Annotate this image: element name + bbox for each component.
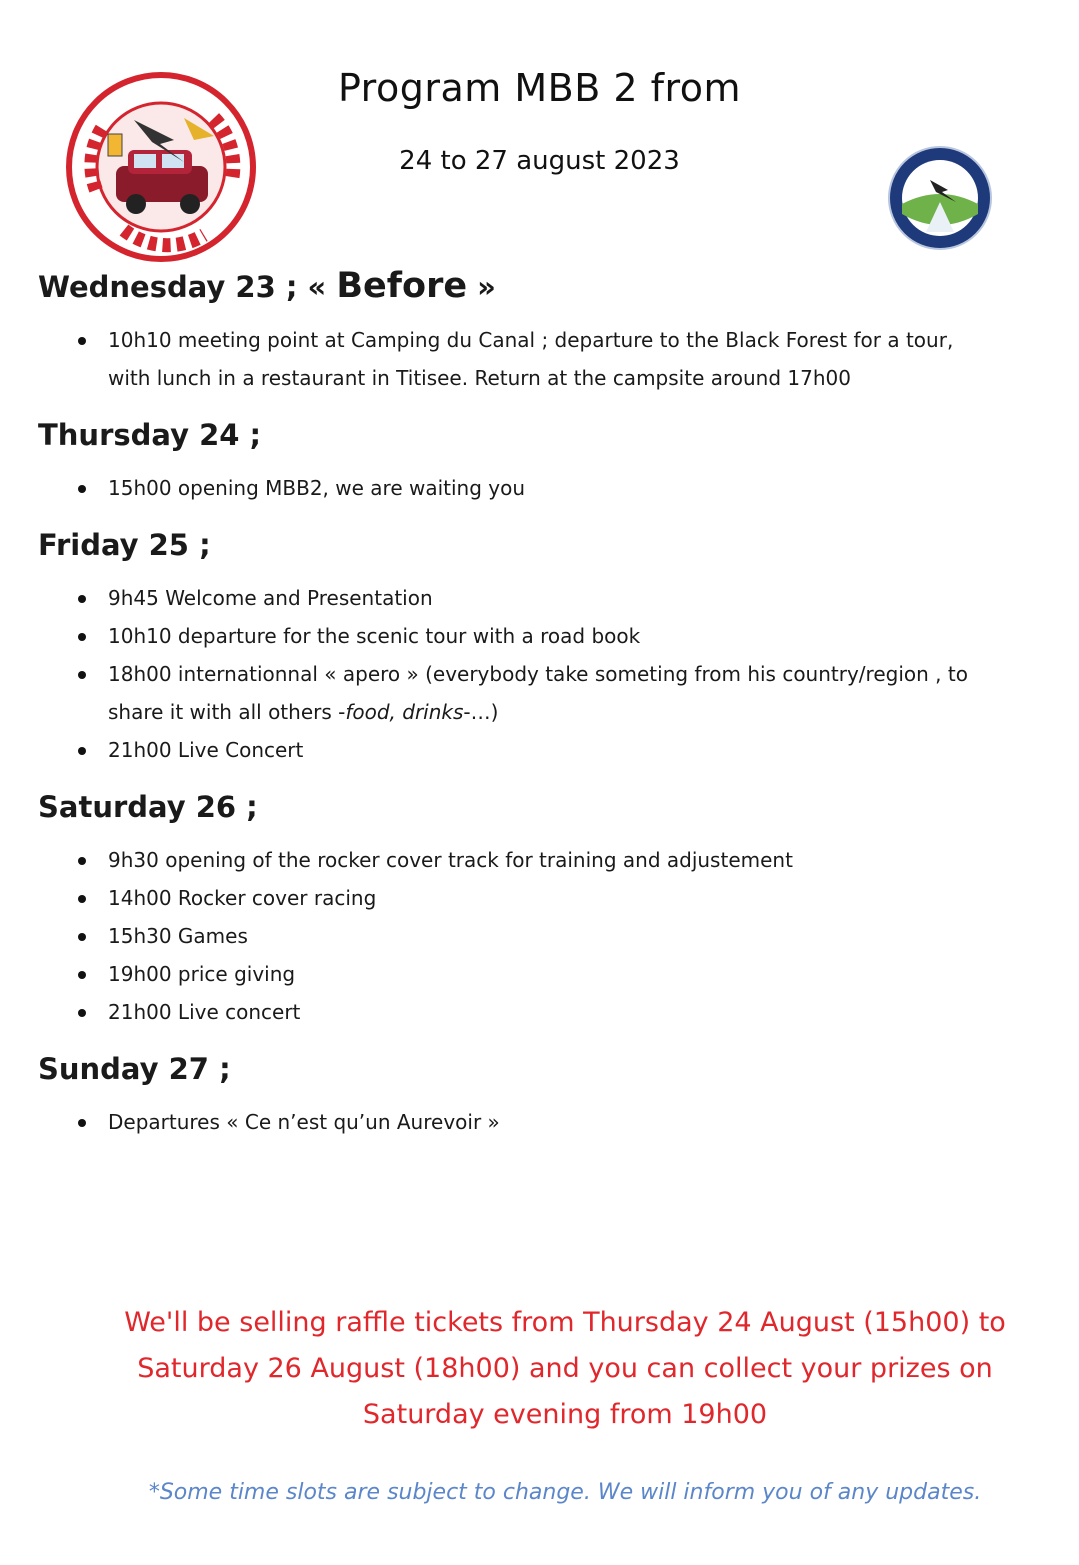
thursday-list — [38, 469, 1048, 507]
day-heading-thursday: Thursday 24 ; — [38, 418, 262, 452]
list-item: 10h10 meeting point at Camping du Canal ; departure to the Black Forest for a tour, with lunch in a restaurant in Titisee. Return at the campsite around 17h00 — [38, 321, 1048, 397]
schedule-change-note: *Some time slots are subject to change. We will inform you of any updates. — [148, 1480, 982, 1505]
raffle-line: Saturday 26 August (18h00) and you can collect your prizes on — [137, 1353, 993, 1384]
list-item: 15h00 opening MBB2, we are waiting you — [38, 469, 1048, 507]
raffle-announcement — [60, 1300, 1070, 1438]
saturday-list — [38, 841, 1048, 1031]
list-item: 15h30 Games — [38, 917, 1048, 955]
program-content — [38, 262, 1048, 1155]
day-heading-wednesday: Wednesday 23 ; « Before » — [38, 266, 496, 306]
list-item: 21h00 Live Concert — [38, 731, 1048, 769]
list-item: 9h45 Welcome and Presentation — [38, 579, 1048, 617]
page-title: Program MBB 2 from — [337, 66, 742, 110]
list-item: 9h30 opening of the rocker cover track for training and adjustement — [38, 841, 1048, 879]
friday-list — [38, 579, 1048, 769]
sunday-list — [38, 1103, 1048, 1141]
raffle-line: We'll be selling raffle tickets from Thursday 24 August (15h00) to — [124, 1307, 1006, 1338]
wednesday-list — [38, 321, 1048, 397]
raffle-line: Saturday evening from 19h00 — [362, 1399, 768, 1430]
list-item: Departures « Ce n’est qu’un Aurevoir » — [38, 1103, 1048, 1141]
day-heading-sunday: Sunday 27 ; — [38, 1052, 231, 1086]
list-item: 19h00 price giving — [38, 955, 1048, 993]
list-item: 14h00 Rocker cover racing — [38, 879, 1048, 917]
list-item: 21h00 Live concert — [38, 993, 1048, 1031]
day-heading-saturday: Saturday 26 ; — [38, 790, 258, 824]
list-item: 18h00 internationnal « apero » (everybody take someting from his country/region , to share it with all others -food, drinks-…) — [38, 655, 1048, 731]
event-dates: 24 to 27 august 2023 — [399, 146, 680, 176]
day-heading-friday: Friday 25 ; — [38, 528, 211, 562]
list-item: 10h10 departure for the scenic tour with a road book — [38, 617, 1048, 655]
